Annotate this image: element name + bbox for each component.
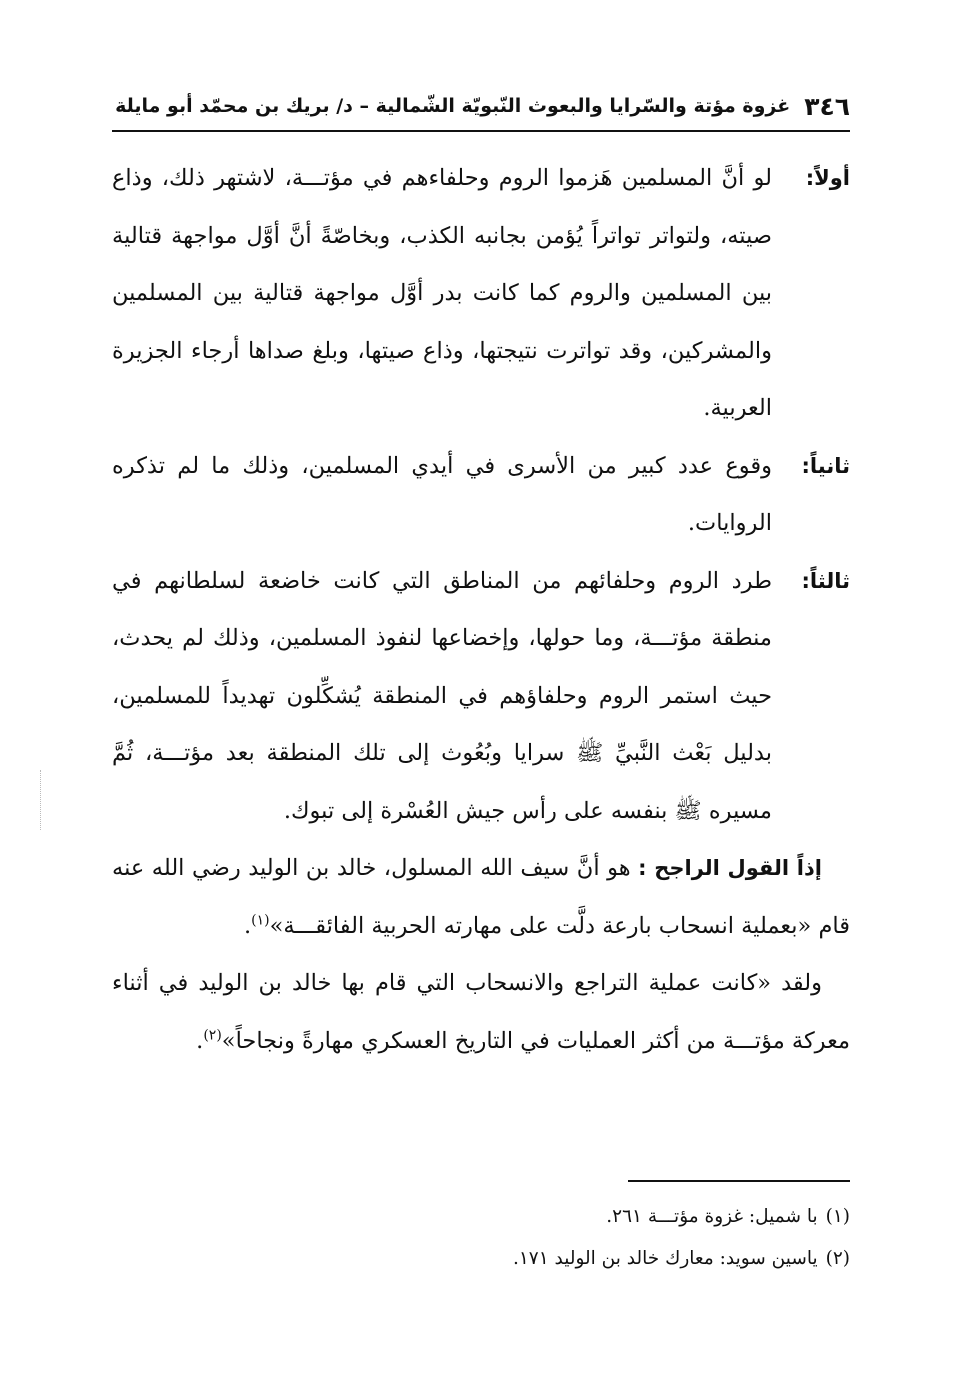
item-text: لو أنَّ المسلمين هَزموا الروم وحلفاءهم في مؤتـــة، لاشتهر ذلك، وذاع صيته، ولتواتر تواتراً يُؤمن بجانبه الكذب، وبخاصّةً أنَّ أوَّل مواجهة قتالية بين المسلمين والروم كما كانت بدر أوَّل مواجهة قتالية بين المسلمين والمشركين، وقد تواترت نتيجتها، وذاع صيتها، وبلغ صداها أرجاء الجزيرة العربية.	[112, 165, 772, 421]
item-text: وقوع عدد كبير من الأسرى في أيدي المسلمين، وذلك ما لم تذكره الروايات.	[112, 452, 772, 536]
conclusion-lead: إذاً القول الراجح :	[638, 856, 822, 880]
footnote-number: (١)	[825, 1206, 850, 1227]
footnote-text: با شميل: غزوة مؤتـــة ٢٦١.	[606, 1206, 818, 1227]
footnote-separator	[628, 1180, 850, 1182]
footnote-number: (٢)	[825, 1248, 850, 1269]
conclusion-text: هو أنَّ سيف الله المسلول، خالد بن الوليد رضي الله عنه قام «بعملية انسحاب بارعة دلَّت على مهارته الحربية الفائقـــة»	[112, 855, 850, 939]
footnote-1	[112, 1196, 850, 1238]
footnote-ref-1[interactable]: (١)	[251, 912, 270, 928]
item-label: أولاً:	[805, 166, 850, 190]
list-item-second	[112, 438, 850, 553]
scan-margin-mark	[40, 770, 43, 830]
item-label: ثالثاً:	[801, 568, 850, 593]
list-item-third	[112, 553, 850, 841]
footnote-text: ياسين سويد: معارك خالد بن الوليد ١٧١.	[512, 1248, 818, 1269]
page-number: ٣٤٦	[804, 91, 850, 121]
conclusion-paragraph	[112, 840, 850, 955]
list-item-first	[112, 150, 850, 438]
footnotes	[112, 1196, 850, 1280]
conclusion-end: .	[243, 912, 252, 939]
paragraph-end: .	[196, 1027, 204, 1054]
main-text	[112, 150, 850, 1070]
item-text: طرد الروم وحلفائهم من المناطق التي كانت خاضعة لسلطانهم في منطقة مؤتـــة، وما حولها، وإخضاعها لنفوذ المسلمين، وذلك لم يحدث، حيث استمر الروم وحلفاؤهم في المنطقة يُشكِّلون تهديداً للمسلمين، بدليل بَعْث النَّبيِّ ﷺ سرايا وبُعُوث إلى تلك المنطقة بعد مؤتـــة، ثُمَّ مسيره ﷺ بنفسه على رأس جيش العُسْرة إلى تبوك.	[112, 567, 772, 824]
item-label: ثانياً:	[801, 453, 850, 478]
paragraph-retreat	[112, 955, 850, 1070]
paragraph-text: ولقد «كانت عملية التراجع والانسحاب التي قام بها خالد بن الوليد في أثناء معركة مؤتـــة من أكثر العمليات في التاريخ العسكري مهارةً ونجاحاً»	[112, 970, 850, 1054]
footnote-ref-2[interactable]: (٢)	[203, 1027, 222, 1043]
footnote-2	[112, 1238, 850, 1280]
running-header	[112, 88, 850, 124]
header-rule	[112, 130, 850, 132]
running-title: غزوة مؤتة والسّرايا والبعوث النّبويّة الشّمالية – د/ بريك بن محمّد أبو مايلة	[115, 95, 791, 117]
